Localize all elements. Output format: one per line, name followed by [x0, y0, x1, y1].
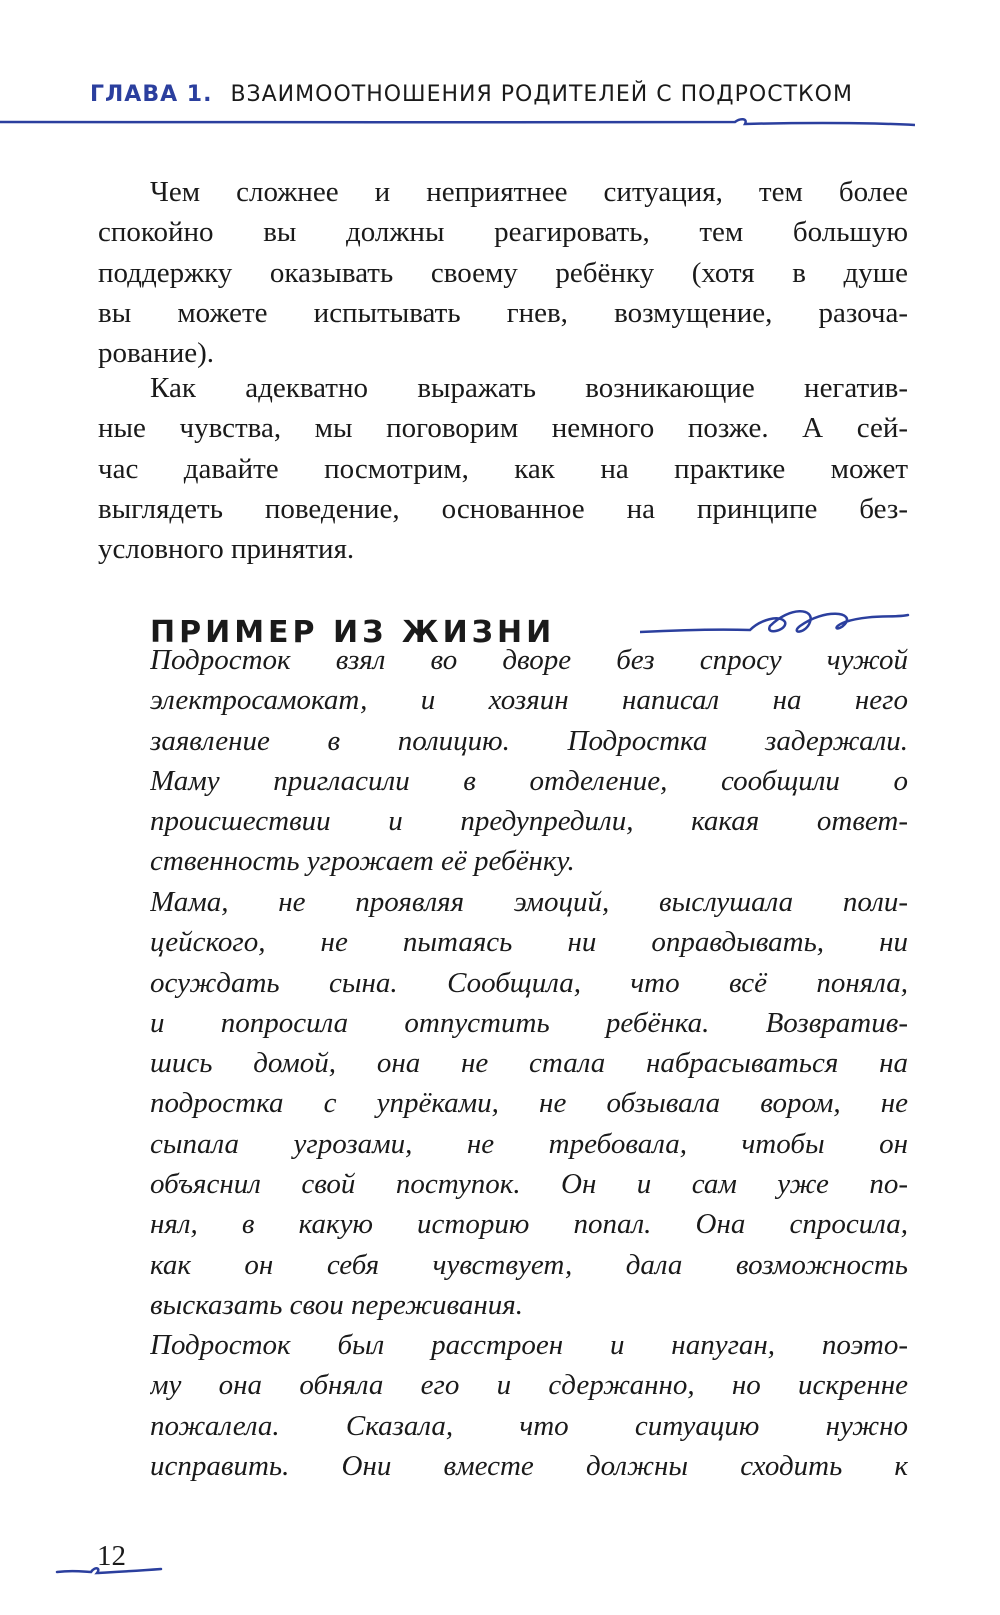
text-line: электросамокат, и хозяин написал на него: [150, 684, 908, 717]
paragraph-2: [98, 368, 908, 569]
text-line: выглядеть поведение, основанное на принципе без-: [98, 492, 908, 525]
text-line: заявление в полицию. Подростка задержали.: [150, 724, 908, 757]
text-line: как он себя чувствует, дала возможность: [150, 1248, 908, 1281]
text-line: подростка с упрёками, не обзывала вором, не: [150, 1087, 908, 1120]
text-line: ные чувства, мы поговорим немного позже. А сей-: [98, 412, 908, 445]
example-heading: ПРИМЕР ИЗ ЖИЗНИ: [150, 615, 556, 650]
text-line: и попросила отпустить ребёнка. Возвратив-: [150, 1006, 908, 1039]
text-line: осуждать сына. Сообщила, что всё поняла,: [150, 966, 908, 999]
text-line: объяснил свой поступок. Он и сам уже по-: [150, 1168, 908, 1201]
text-line: высказать свои переживания.: [150, 1288, 523, 1321]
text-line: исправить. Они вместе должны сходить к: [150, 1449, 908, 1482]
text-line: нял, в какую историю попал. Она спросила,: [150, 1208, 908, 1241]
text-line: му она обняла его и сдержанно, но искренне: [150, 1369, 908, 1402]
text-line: Маму пригласили в отделение, сообщили о: [150, 764, 908, 797]
text-line: цейского, не пытаясь ни оправдывать, ни: [150, 926, 908, 959]
text-line: Подросток был расстроен и напуган, поэто-: [150, 1329, 908, 1361]
text-line: вы можете испытывать гнев, возмущение, разоча-: [98, 296, 908, 329]
example-paragraph-2: [150, 882, 908, 1325]
text-line: поддержку оказывать своему ребёнку (хотя в душе: [98, 256, 908, 289]
text-line: Как адекватно выражать возникающие негатив-: [150, 372, 908, 404]
chapter-title: ВЗАИМООТНОШЕНИЯ РОДИТЕЛЕЙ С ПОДРОСТКОМ: [230, 82, 853, 107]
text-line: Мама, не проявляя эмоций, выслушала поли-: [150, 886, 908, 918]
text-line: пожалела. Сказала, что ситуацию нужно: [150, 1409, 908, 1442]
text-line: Чем сложнее и неприятнее ситуация, тем более: [150, 176, 908, 208]
example-paragraph-3: [150, 1325, 908, 1486]
text-line: сыпала угрозами, не требовала, чтобы он: [150, 1127, 908, 1160]
text-line: спокойно вы должны реагировать, тем большую: [98, 216, 908, 249]
text-line: час давайте посмотрим, как на практике может: [98, 452, 908, 485]
page-number: 12: [97, 1540, 126, 1572]
chapter-number: ГЛАВА 1.: [90, 82, 213, 107]
text-line: ственность угрожает её ребёнку.: [150, 845, 575, 878]
page-number-flourish: [55, 1560, 165, 1580]
example-paragraph-1: [150, 640, 908, 882]
text-line: условного принятия.: [98, 533, 355, 566]
paragraph-1: [98, 172, 908, 373]
text-line: рование).: [98, 337, 214, 370]
header-rule: [0, 112, 915, 132]
text-line: Подросток взял во дворе без спросу чужой: [150, 644, 908, 676]
text-line: происшествии и предупредили, какая ответ-: [150, 805, 908, 838]
text-line: шись домой, она не стала набрасываться на: [150, 1047, 908, 1080]
